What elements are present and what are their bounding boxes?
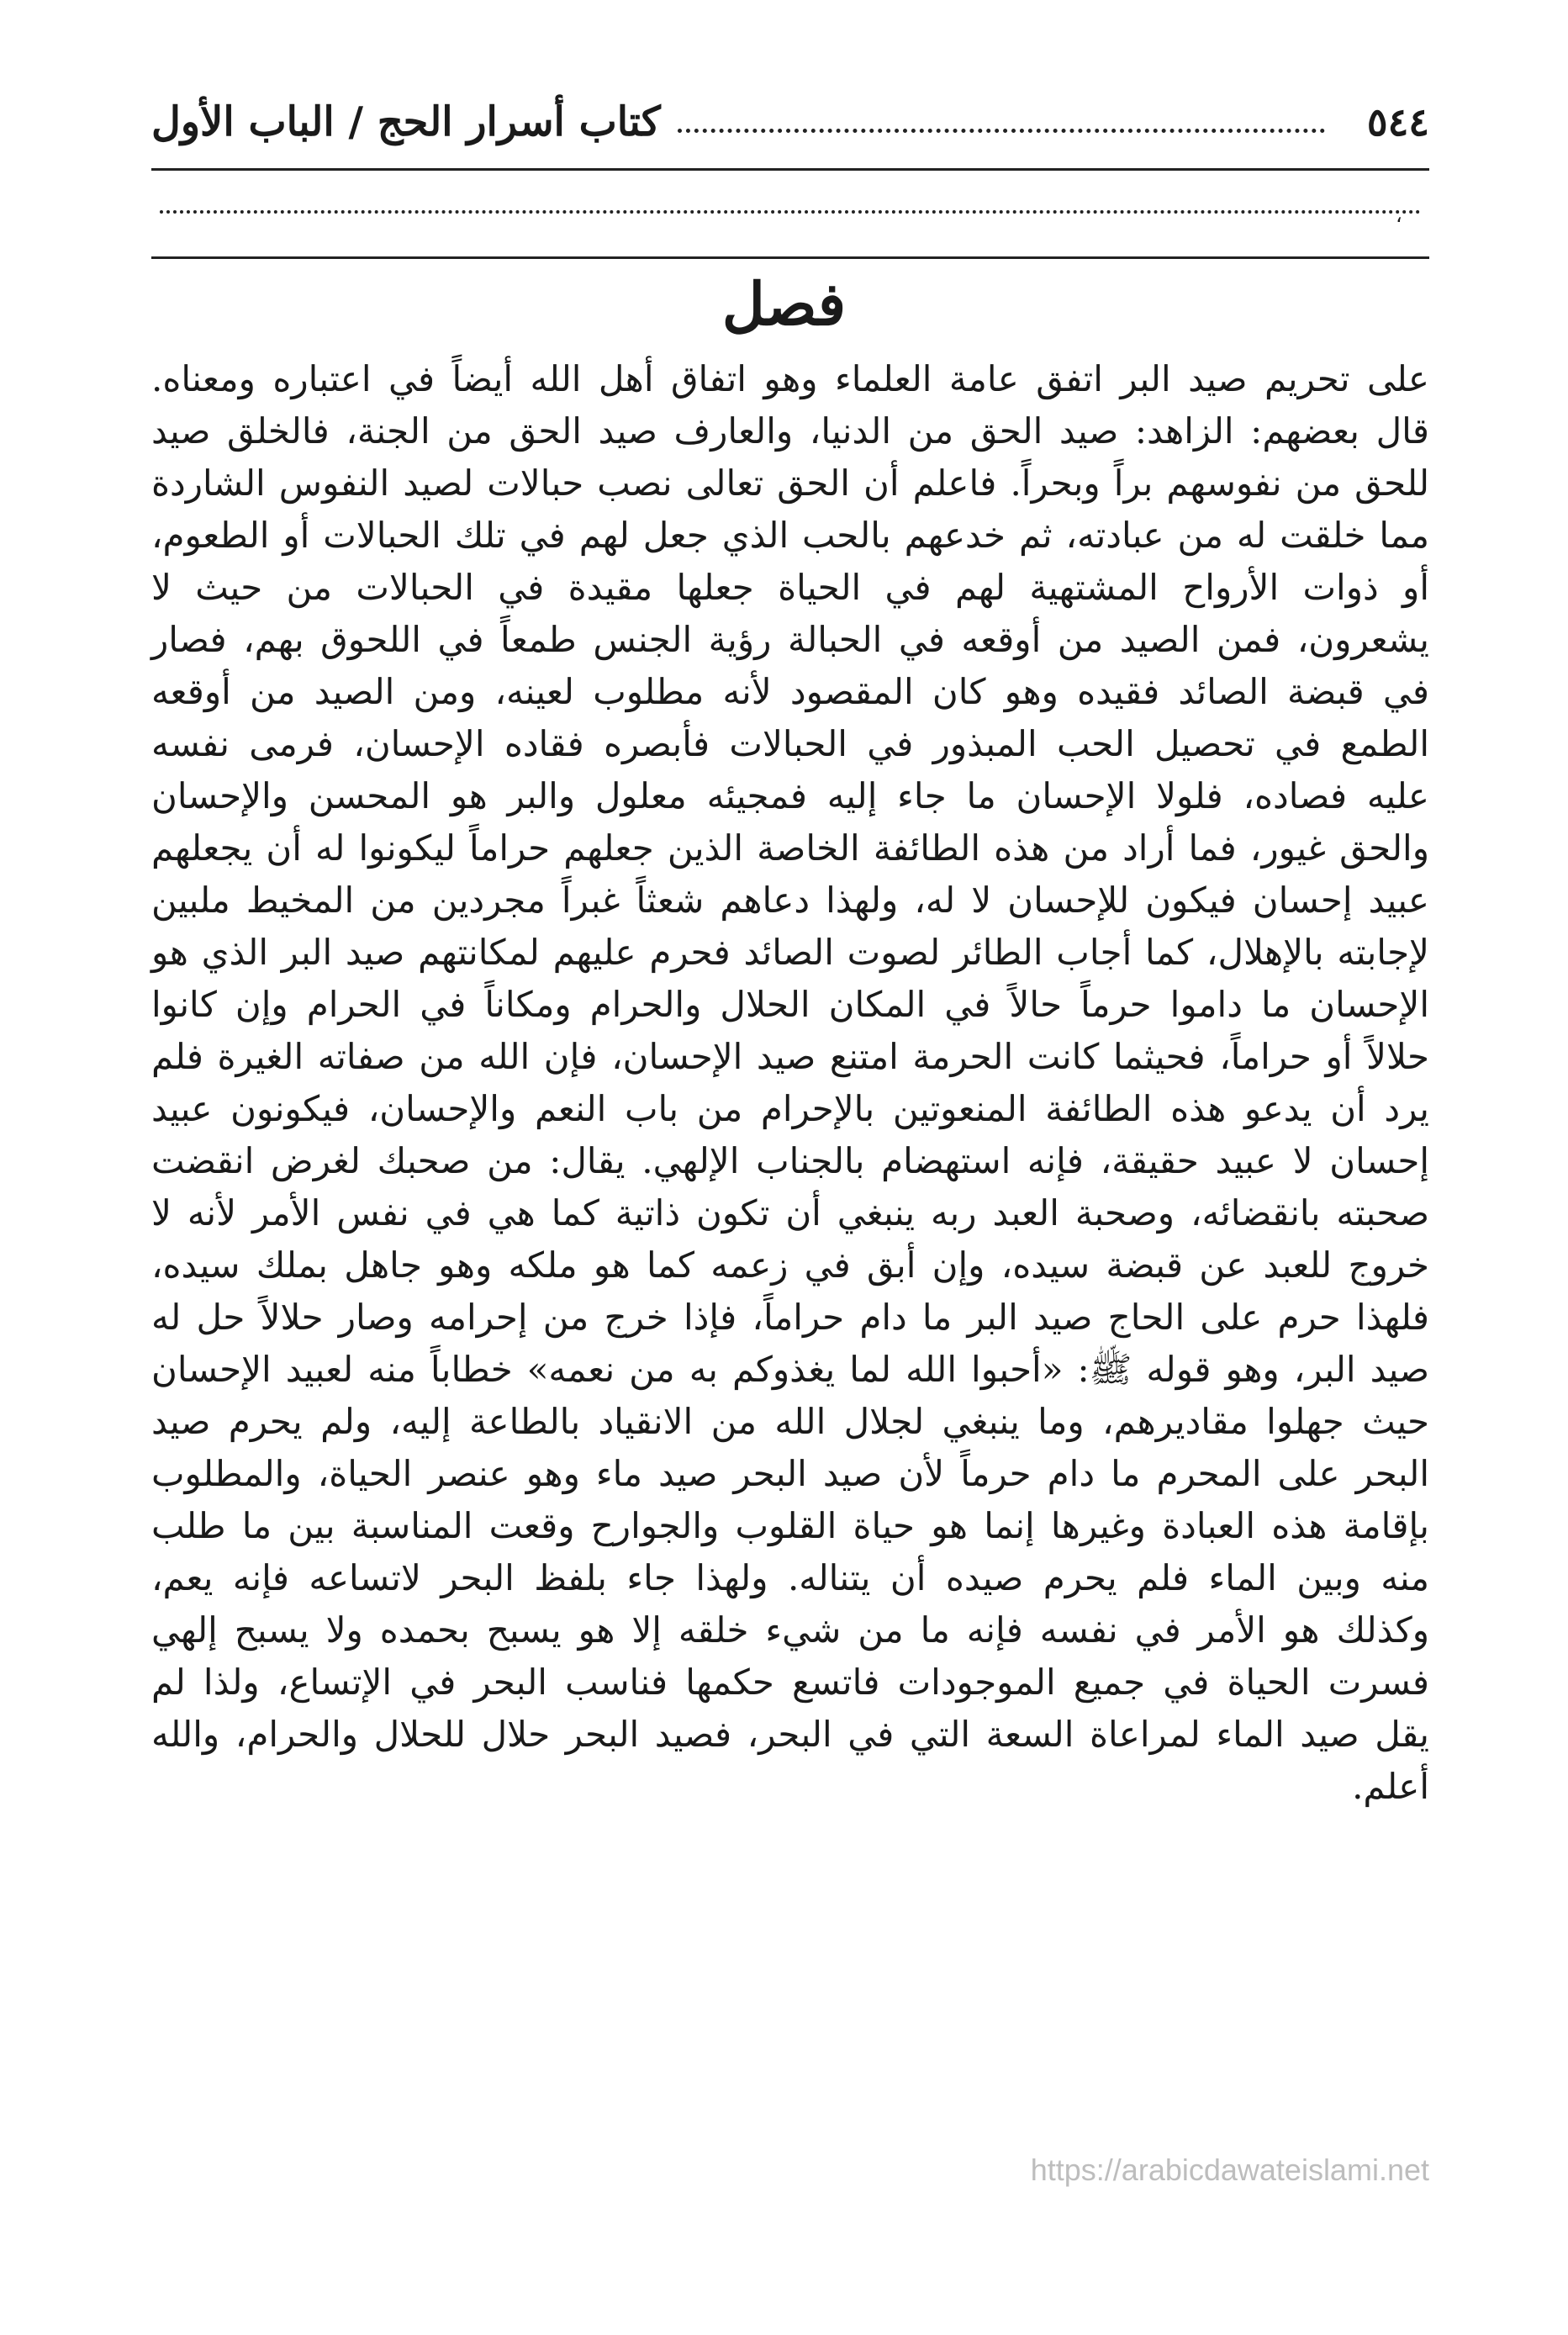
body-paragraph: على تحريم صيد البر اتفق عامة العلماء وهو اتفاق أهل الله أيضاً في اعتباره ومعناه. قال بعضهم: الزاهد: صيد الحق من الدنيا، والعارف صيد الحق من الجنة، فالخلق صيد للحق من نفوسهم براً وبحراً. فاعلم أن الحق تعالى نصب حبالات لصيد النفوس الشاردة مما خلقت له من عبادته، ثم خدعهم بالحب الذي جعل لهم في تلك الحبالات أو الطعوم، أو ذوات الأرواح المشتهية لهم في الحياة جعلها مقيدة في الحبالات من حيث لا يشعرون، فمن الصيد من أوقعه في الحبالة رؤية الجنس طمعاً في اللحوق بهم، فصار في قبضة الصائد فقيده وهو كان المقصود لأنه مطلوب لعينه، ومن الصيد من أوقعه الطمع في تحصيل الحب المبذور في الحبالات فأبصره فقاده الإحسان، فرمى نفسه عليه فصاده، فلولا الإحسان ما جاء إليه فمجيئه معلول والبر هو المحسن والإحسان والحق غيور، فما أراد من هذه الطائفة الخاصة الذين جعلهم حراماً ليكونوا له أن يجعلهم عبيد إحسان فيكون للإحسان لا له، ولهذا دعاهم شعثاً غبراً مجردين من المخيط ملبين لإجابته بالإهلال، كما أجاب الطائر لصوت الصائد فحرم عليهم لمكانتهم صيد البر الذي هو الإحسان ما داموا حرماً حالاً في المكان الحلال والحرام ومكاناً في الحرام وإن كانوا حلالاً أو حراماً، فحيثما كانت الحرمة امتنع صيد الإحسان، فإن الله من صفاته الغيرة فلم يرد أن يدعو هذه الطائفة المنعوتين بالإحرام من باب النعم والإحسان، فيكونون عبيد إحسان لا عبيد حقيقة، فإنه استهضام بالجناب الإلهي. يقال: من صحبك لغرض انقضت صحبته بانقضائه، وصحبة العبد ربه ينبغي أن تكون ذاتية كما هي في نفس الأمر لأنه لا خروج للعبد عن قبضة سيده، وإن أبق في زعمه كما هو ملكه وهو جاهل بملك سيده، فلهذا حرم على الحاج صيد البر ما دام حراماً، فإذا خرج من إحرامه وصار حلالاً حل له صيد البر، وهو قوله ﷺ: «أحبوا الله لما يغذوكم به من نعمه» خطاباً منه لعبيد الإحسان حيث جهلوا مقاديرهم، وما ينبغي لجلال الله من الانقياد بالطاعة إليه، ولم يحرم صيد البحر على المحرم ما دام حرماً لأن صيد البحر صيد ماء وهو عنصر الحياة، والمطلوب بإقامة هذه العبادة وغيرها إنما هو حياة القلوب والجوارح وقعت المناسبة بين ما طلب منه وبين الماء فلم يحرم صيده أن يتناله. ولهذا جاء بلفظ البحر لاتساعه فإنه يعم، وكذلك هو الأمر في نفسه فإنه ما من شيء خلقه إلا هو يسبح بحمده ولا يسبح إلهي فسرت الحياة في جميع الموجودات فاتسع حكمها فناسب البحر في الإتساع، ولذا لم يقل صيد الماء لمراعاة السعة التي في البحر، فصيد البحر حلال للحلال والحرام، والله أعلم.	[151, 358, 1430, 1807]
section-title: فصل	[721, 269, 847, 339]
watermark-url: https://arabicdawateislami.net	[1030, 2153, 1429, 2187]
footnote-dotted-line	[160, 210, 1421, 214]
page-number: ٥٤٤	[1366, 99, 1429, 145]
header-rule	[151, 168, 1429, 171]
book-title: كتاب أسرار الحج / الباب الأول	[151, 98, 661, 145]
header-dotted-leader	[678, 129, 1325, 133]
body-text	[151, 353, 1429, 1813]
section-rule	[151, 256, 1429, 259]
running-header	[151, 84, 1429, 160]
footnote-mark: ،	[1396, 203, 1402, 227]
